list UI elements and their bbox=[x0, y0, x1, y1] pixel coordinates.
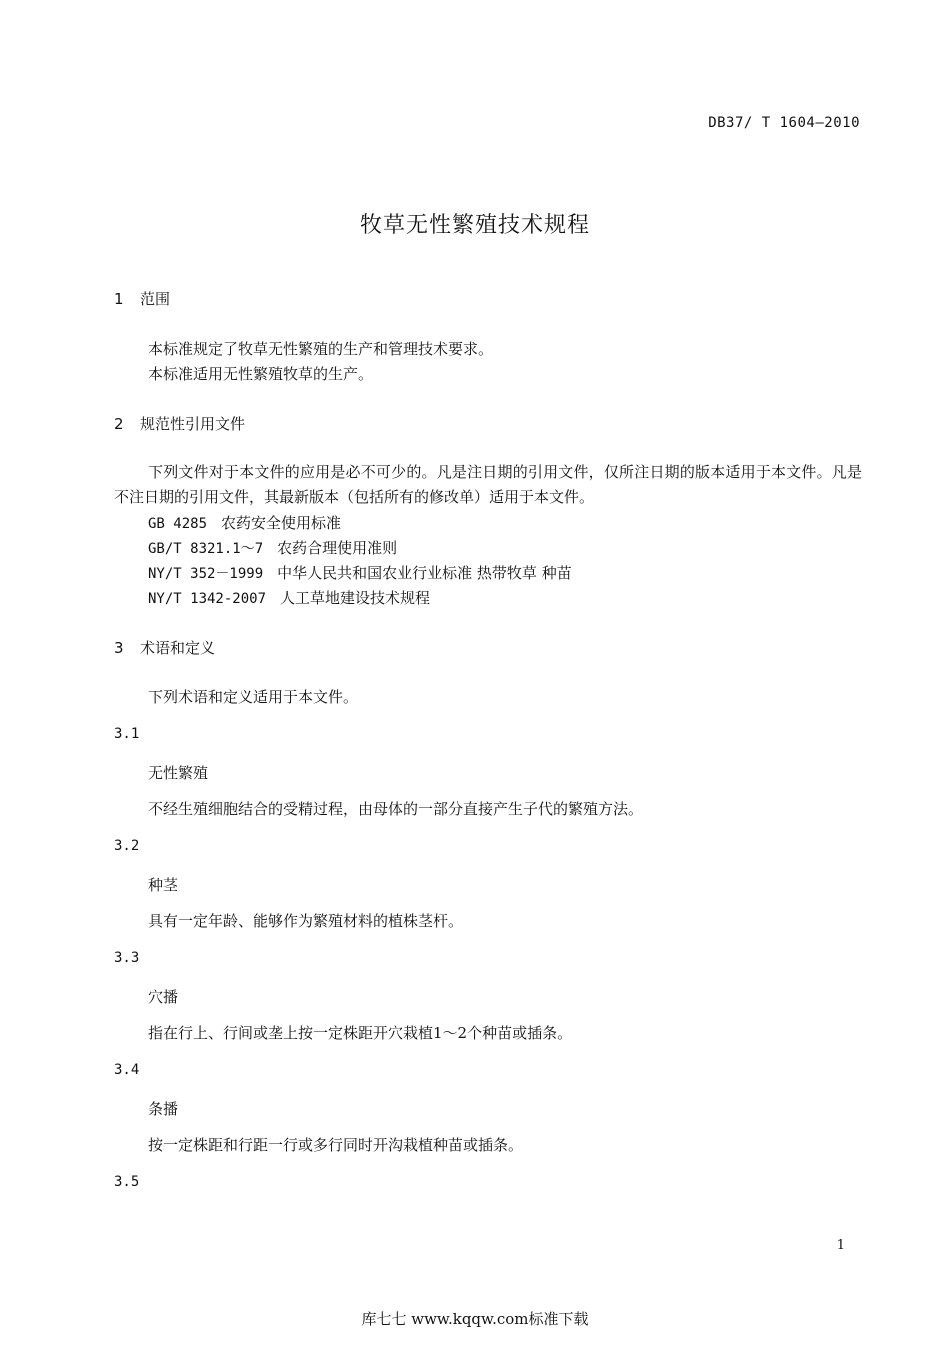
section-title: 范围 bbox=[140, 290, 171, 308]
term-definition: 指在行上、行间或垄上按一定株距开穴栽植1～2个种苗或插条。 bbox=[148, 1024, 573, 1042]
footer-watermark-text[interactable]: 库七七 www.kqqw.com标准下载 bbox=[361, 1310, 589, 1328]
reference-item bbox=[148, 512, 341, 533]
standard-code: DB37/ T 1604—2010 bbox=[708, 115, 860, 131]
term-name: 条播 bbox=[148, 1100, 179, 1118]
term-number: 3.5 bbox=[114, 1174, 140, 1190]
section-heading-normative-references bbox=[114, 413, 245, 434]
terms-intro: 下列术语和定义适用于本文件。 bbox=[148, 688, 359, 706]
reference-title: 农药合理使用准则 bbox=[277, 539, 398, 557]
section-heading-scope bbox=[114, 288, 170, 309]
section-heading-terms bbox=[114, 637, 215, 658]
reference-code: NY/T 1342-2007 bbox=[148, 591, 267, 607]
reference-title: 农药安全使用标准 bbox=[221, 514, 342, 532]
section-number: 1 bbox=[114, 290, 124, 308]
section-title: 规范性引用文件 bbox=[140, 415, 246, 433]
page-number: 1 bbox=[836, 1238, 845, 1253]
section-number: 2 bbox=[114, 415, 124, 433]
term-number: 3.1 bbox=[114, 726, 140, 742]
term-definition: 具有一定年龄、能够作为繁殖材料的植株茎杆。 bbox=[148, 912, 464, 930]
reference-item bbox=[148, 562, 572, 583]
term-name: 无性繁殖 bbox=[148, 764, 209, 782]
paragraph: 本标准适用无性繁殖牧草的生产。 bbox=[148, 365, 374, 383]
term-definition: 不经生殖细胞结合的受精过程，由母体的一部分直接产生子代的繁殖方法。 bbox=[148, 800, 644, 818]
reference-item bbox=[148, 587, 430, 608]
reference-code: NY/T 352－1999 bbox=[148, 566, 264, 582]
section-title: 术语和定义 bbox=[140, 639, 216, 657]
section-number: 3 bbox=[114, 639, 124, 657]
page-title: 牧草无性繁殖技术规程 bbox=[359, 213, 590, 238]
term-number: 3.3 bbox=[114, 950, 140, 966]
term-name: 种茎 bbox=[148, 876, 179, 894]
term-number: 3.2 bbox=[114, 838, 140, 854]
reference-item bbox=[148, 537, 397, 558]
reference-title: 人工草地建设技术规程 bbox=[280, 589, 431, 607]
term-name: 穴播 bbox=[148, 988, 179, 1006]
reference-title: 中华人民共和国农业行业标准 热带牧草 种苗 bbox=[277, 564, 572, 582]
term-definition: 按一定株距和行距一行或多行同时开沟栽植种苗或插条。 bbox=[148, 1136, 524, 1154]
reference-code: GB 4285 bbox=[148, 516, 208, 532]
reference-code: GB/T 8321.1～7 bbox=[148, 541, 264, 557]
term-number: 3.4 bbox=[114, 1062, 140, 1078]
references-intro: 下列文件对于本文件的应用是必不可少的。凡是注日期的引用文件，仅所注日期的版本适用于本文件。凡是不注日期的引用文件，其最新版本（包括所有的修改单）适用于本文件。 bbox=[114, 463, 862, 506]
paragraph: 本标准规定了牧草无性繁殖的生产和管理技术要求。 bbox=[148, 340, 494, 358]
